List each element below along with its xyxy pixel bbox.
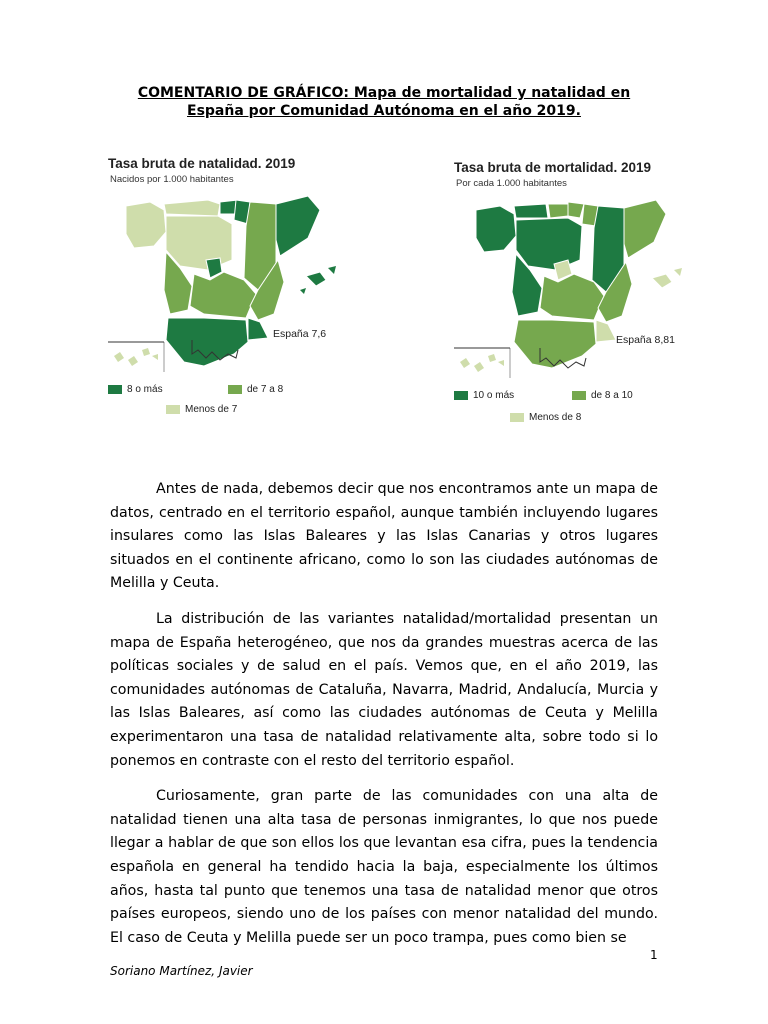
legend-item xyxy=(108,384,163,395)
birth-rate-spain-total: España 7,6 xyxy=(273,328,327,340)
region-andalucia xyxy=(514,320,596,368)
legend-swatch-dark xyxy=(454,391,468,400)
region-baleares xyxy=(652,274,672,288)
author-footer: Soriano Martínez, Javier xyxy=(110,964,253,978)
region-cataluna xyxy=(624,200,666,258)
region-pais-vasco xyxy=(568,202,584,218)
title-line-2: España por Comunidad Autónoma en el año 2019. xyxy=(187,103,581,119)
legend-label: 10 o más xyxy=(473,390,515,401)
legend-label: de 7 a 8 xyxy=(247,384,284,395)
region-cantabria xyxy=(548,204,568,218)
paragraph: Curiosamente, gran parte de las comunidades con una alta de natalidad tienen una alta tasa de personas inmigrantes, lo que nos puede llegar a hablar de que son ellos los que levantan esa cifra, pues la tendencia española en general ha tendido hacia la baja, especialmente los últimos años, hasta tal punto que tenemos una tasa de natalidad menor que otros países europeos, siendo uno de los países con menor natalidad del mundo. El caso de Ceuta y Melilla puede ser un poco trampa, pues como bien se xyxy=(110,788,658,946)
title-line-1: COMENTARIO DE GRÁFICO: Mapa de mortalidad y natalidad en xyxy=(137,85,631,101)
birth-rate-map xyxy=(108,154,348,429)
death-rate-map-title: Tasa bruta de mortalidad. 2019 xyxy=(454,160,652,175)
legend-swatch-light xyxy=(166,405,180,414)
death-rate-map-subtitle: Por cada 1.000 habitantes xyxy=(456,178,567,189)
legend-swatch-mid xyxy=(228,385,242,394)
legend-item xyxy=(572,390,633,401)
legend-label: Menos de 7 xyxy=(185,404,238,415)
region-canarias xyxy=(114,348,158,366)
legend-label: de 8 a 10 xyxy=(591,390,633,401)
legend-item xyxy=(166,404,237,415)
region-murcia xyxy=(248,318,268,340)
birth-rate-map-title: Tasa bruta de natalidad. 2019 xyxy=(108,156,296,171)
legend-swatch-mid xyxy=(572,391,586,400)
document-title xyxy=(110,84,658,120)
region-andalucia xyxy=(166,318,248,366)
legend-label: 8 o más xyxy=(127,384,163,395)
death-rate-map xyxy=(454,158,694,433)
region-murcia xyxy=(596,320,616,342)
paragraph: Antes de nada, debemos decir que nos encontramos ante un mapa de datos, centrado en el territorio español, aunque también incluyendo lugares insulares como las Islas Baleares y las Islas Canarias y otros lugares situados en el continente africano, como lo son las ciudades autónomas de Melilla y Ceuta. xyxy=(110,481,658,592)
region-baleares-3 xyxy=(300,288,306,294)
region-galicia xyxy=(476,206,516,252)
region-baleares xyxy=(306,272,326,286)
document-body xyxy=(110,478,658,962)
birth-rate-map-subtitle: Nacidos por 1.000 habitantes xyxy=(110,174,234,185)
legend-item xyxy=(228,384,283,395)
region-asturias xyxy=(514,204,548,218)
paragraph: La distribución de las variantes natalidad/mortalidad presentan un mapa de España heterogéneo, que nos da grandes muestras acerca de las políticas sociales y de salud en el país. Vemos que, en el año 2019, las comunidades autónomas de Cataluña, Navarra, Madrid, Andalucía, Murcia y las Islas Baleares, así como las ciudades autónomas de Ceuta y Melilla experimentaron una tasa de natalidad relativamente alta, sobre todo si lo ponemos en contraste con el resto del territorio español. xyxy=(110,610,658,769)
legend-item xyxy=(454,390,514,401)
page-number: 1 xyxy=(650,948,658,962)
region-castilla-leon xyxy=(166,216,232,270)
region-asturias-cantabria xyxy=(164,200,220,216)
region-baleares-2 xyxy=(674,268,682,276)
death-rate-spain-total: España 8,81 xyxy=(616,334,675,346)
region-cataluna xyxy=(276,196,320,256)
legend-swatch-dark xyxy=(108,385,122,394)
region-canarias xyxy=(460,354,504,372)
region-baleares-2 xyxy=(328,266,336,274)
region-castilla-leon xyxy=(516,218,582,270)
region-galicia xyxy=(126,202,166,248)
legend-item xyxy=(510,412,581,423)
legend-swatch-light xyxy=(510,413,524,422)
legend-label: Menos de 8 xyxy=(529,412,582,423)
